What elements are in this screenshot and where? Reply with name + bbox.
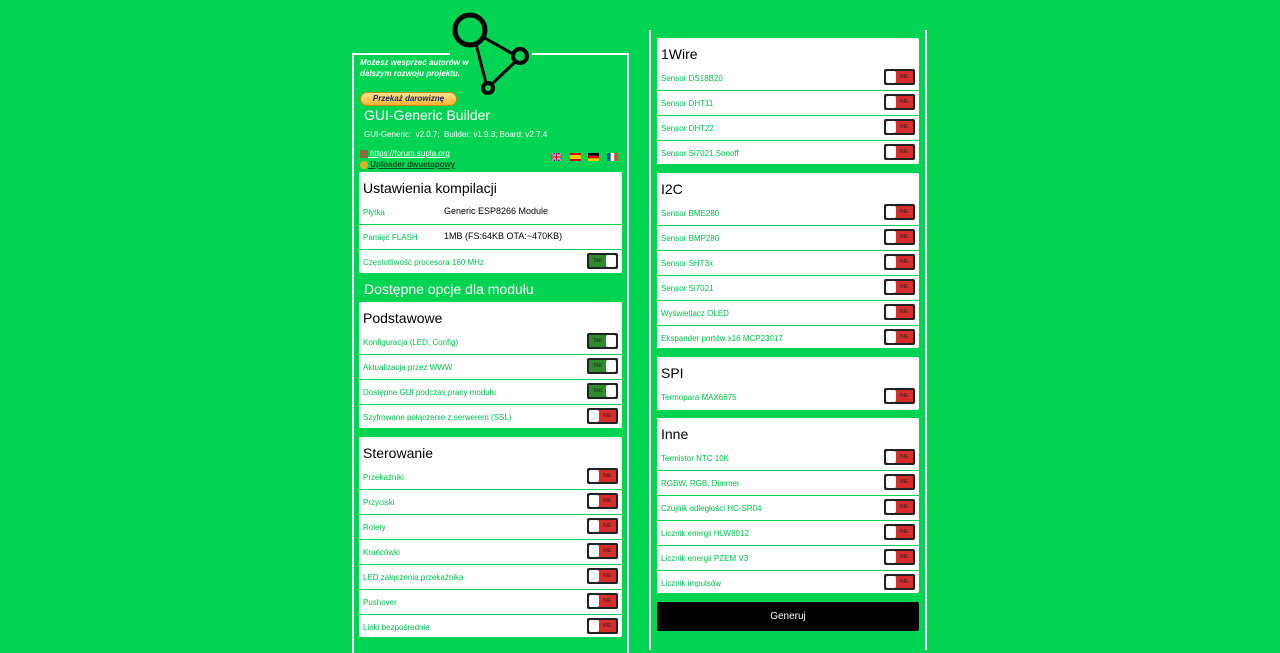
- option-label: Aktualizacja przez WWW: [363, 363, 453, 372]
- flash-row: [359, 224, 622, 249]
- option-label: Czujnik odległości HC-SR04: [661, 504, 762, 513]
- toggle-knob: [589, 570, 599, 582]
- option-label: Sensor SHT3x: [661, 259, 714, 268]
- option-label: Sensor Si7021 Sonoff: [661, 149, 739, 158]
- option-label: LED załączenia przekaźnika: [363, 573, 464, 582]
- option-row-linki-bezposrednie: [359, 614, 622, 639]
- toggle-knob: [589, 545, 599, 557]
- support-text-line1: Możesz wesprzeć autorów w: [360, 58, 469, 67]
- option-label: Rolety: [363, 523, 386, 532]
- inne-card: [657, 418, 919, 593]
- option-toggle-czujnik-odleglosci-hc-sr04[interactable]: [884, 499, 915, 515]
- toggle-knob: [886, 256, 896, 268]
- option-row-licznik-energii-hlw8012: [657, 520, 919, 545]
- option-row-sensor-ds18b20: [657, 66, 919, 90]
- toggle-knob: [886, 71, 896, 83]
- toggle-knob: [606, 360, 616, 372]
- option-row-krancowki: [359, 539, 622, 564]
- option-toggle-przekazniki[interactable]: [587, 468, 618, 484]
- option-row-ekspander-portow-x16-mcp23017: [657, 325, 919, 350]
- option-row-sensor-sht3x: [657, 250, 919, 275]
- toggle-text: NIE: [900, 124, 909, 130]
- support-text-line2: dalszym rozwoju projektu.: [360, 69, 461, 78]
- toggle-knob: [606, 255, 616, 267]
- option-row-sensor-bme280: [657, 201, 919, 225]
- i2c-card: [657, 173, 919, 348]
- option-label: Sensor DS18B20: [661, 74, 723, 83]
- inne-title: Inne: [661, 426, 689, 442]
- toggle-knob: [589, 620, 599, 632]
- option-row-przyciski: [359, 489, 622, 514]
- option-row-przekazniki: [359, 465, 622, 489]
- option-label: Konfiguracja (LED, Config): [363, 338, 459, 347]
- option-toggle-wyswietlacz-oled[interactable]: [884, 304, 915, 320]
- toggle-text: NIE: [900, 284, 909, 290]
- toggle-text: NIE: [900, 479, 909, 485]
- option-label: Wyświetlacz OLED: [661, 309, 729, 318]
- option-row-wyswietlacz-oled: [657, 300, 919, 325]
- es-flag-icon[interactable]: [570, 153, 581, 161]
- toggle-knob: [589, 595, 599, 607]
- option-row-dostepne-gui-podczas-pracy-modulu: [359, 379, 622, 404]
- podstawowe-card: [359, 302, 622, 428]
- toggle-knob: [886, 551, 896, 563]
- page-title: GUI-Generic Builder: [364, 107, 491, 123]
- toggle-text: TAK: [593, 363, 603, 369]
- option-toggle-przyciski[interactable]: [587, 493, 618, 509]
- toggle-text: NIE: [603, 498, 612, 504]
- option-label: Sensor DHT22: [661, 124, 714, 133]
- toggle-knob: [886, 331, 896, 343]
- fr-flag-icon[interactable]: [607, 153, 618, 161]
- toggle-knob: [886, 281, 896, 293]
- toggle-text: NIE: [900, 334, 909, 340]
- toggle-text: NIE: [900, 259, 909, 265]
- option-toggle-pushover[interactable]: [587, 593, 618, 609]
- forum-link[interactable]: https://forum.supla.org: [370, 149, 450, 158]
- option-toggle-krancowki[interactable]: [587, 543, 618, 559]
- option-row-licznik-energii-pzem-v3: [657, 545, 919, 570]
- option-toggle-aktualizacja-przez-www[interactable]: [587, 358, 618, 374]
- compile-settings-title: Ustawienia kompilacji: [363, 180, 497, 196]
- option-label: Sensor BME280: [661, 209, 720, 218]
- option-row-sensor-bmp280: [657, 225, 919, 250]
- toggle-knob: [886, 451, 896, 463]
- toggle-knob: [886, 96, 896, 108]
- option-label: Linki bezpośrednie: [363, 623, 430, 632]
- option-label: Termistor NTC 10K: [661, 454, 730, 463]
- option-label: Krańcówki: [363, 548, 400, 557]
- option-toggle-rgbw-rgb-dimmer[interactable]: [884, 474, 915, 490]
- option-label: Przyciski: [363, 498, 395, 507]
- option-toggle-sensor-sht3x[interactable]: [884, 254, 915, 270]
- option-label: Sensor BMP280: [661, 234, 720, 243]
- toggle-knob: [886, 206, 896, 218]
- uploader-link[interactable]: Uploader dwuetapowy: [370, 160, 456, 169]
- generate-button[interactable]: Generuj: [657, 602, 919, 631]
- cpu-freq-label: Częstotliwość procesora 160 MHz: [363, 258, 484, 267]
- toggle-knob: [589, 470, 599, 482]
- toggle-text: TAK: [593, 388, 603, 394]
- option-row-szyfrowane-polaczenie-z-serwerem-ssl: [359, 404, 622, 429]
- compile-settings-card: [359, 172, 622, 273]
- toggle-text: NIE: [900, 579, 909, 585]
- toggle-text: NIE: [900, 209, 909, 215]
- option-row-termopara-max6675: [657, 385, 919, 409]
- toggle-text: NIE: [603, 413, 612, 419]
- 1wire-card: [657, 38, 919, 164]
- toggle-knob: [589, 410, 599, 422]
- forum-link-row[interactable]: [360, 149, 450, 158]
- option-row-rgbw-rgb-dimmer: [657, 470, 919, 495]
- toggle-knob: [589, 520, 599, 532]
- toggle-knob: [886, 390, 896, 402]
- option-toggle-termistor-ntc-10k[interactable]: [884, 449, 915, 465]
- option-toggle-szyfrowane-polaczenie-z-serwerem-ssl[interactable]: [587, 408, 618, 424]
- option-label: RGBW, RGB, Dimmer: [661, 479, 740, 488]
- toggle-text: NIE: [900, 454, 909, 460]
- option-label: Licznik impulsów: [661, 579, 722, 588]
- option-toggle-rolety[interactable]: [587, 518, 618, 534]
- option-label: Szyfrowane połączenie z serwerem (SSL): [363, 413, 512, 422]
- board-label: Płytka: [363, 208, 385, 217]
- option-label: Ekspander portów x16 MCP23017: [661, 334, 783, 343]
- toggle-text: TAK: [593, 258, 603, 264]
- option-row-sensor-si7021-sonoff: [657, 140, 919, 165]
- sterowanie-card: [359, 437, 622, 637]
- option-toggle-licznik-impulsow[interactable]: [884, 574, 915, 590]
- toggle-knob: [886, 121, 896, 133]
- option-toggle-licznik-energii-hlw8012[interactable]: [884, 524, 915, 540]
- module-options-heading: Dostępne opcje dla modułu: [364, 281, 534, 297]
- supla-logo-icon: [450, 10, 532, 96]
- toggle-text: NIE: [900, 234, 909, 240]
- toggle-text: NIE: [603, 598, 612, 604]
- option-toggle-sensor-dht22[interactable]: [884, 119, 915, 135]
- toggle-text: NIE: [603, 473, 612, 479]
- option-toggle-licznik-energii-pzem-v3[interactable]: [884, 549, 915, 565]
- uploader-icon: [360, 161, 368, 169]
- option-toggle-sensor-ds18b20[interactable]: [884, 69, 915, 85]
- toggle-knob: [606, 385, 616, 397]
- option-label: Pushover: [363, 598, 397, 607]
- option-row-led-zalaczenia-przekaznika: [359, 564, 622, 589]
- option-label: Licznik energii HLW8012: [661, 529, 749, 538]
- option-toggle-termopara-max6675[interactable]: [884, 388, 915, 404]
- option-toggle-konfiguracja-led-config[interactable]: [587, 333, 618, 349]
- toggle-text: NIE: [900, 99, 909, 105]
- toggle-text: NIE: [603, 548, 612, 554]
- option-row-termistor-ntc-10k: [657, 446, 919, 470]
- board-select[interactable]: Generic ESP8266 Module: [444, 206, 549, 216]
- toggle-knob: [886, 306, 896, 318]
- support-text: [360, 57, 468, 79]
- spi-title: SPI: [661, 365, 684, 381]
- option-toggle-ekspander-portow-x16-mcp23017[interactable]: [884, 329, 915, 345]
- cpu-freq-toggle[interactable]: [587, 253, 618, 269]
- cpu-freq-row: [359, 249, 622, 274]
- option-toggle-linki-bezposrednie[interactable]: [587, 618, 618, 634]
- option-toggle-dostepne-gui-podczas-pracy-modulu[interactable]: [587, 383, 618, 399]
- toggle-text: NIE: [900, 504, 909, 510]
- toggle-text: NIE: [603, 523, 612, 529]
- toggle-knob: [886, 501, 896, 513]
- board-row: [359, 200, 622, 224]
- option-row-sensor-dht22: [657, 115, 919, 140]
- option-row-licznik-impulsow: [657, 570, 919, 595]
- option-row-czujnik-odleglosci-hc-sr04: [657, 495, 919, 520]
- toggle-text: NIE: [900, 74, 909, 80]
- uploader-link-row[interactable]: [360, 160, 455, 169]
- donate-button[interactable]: Przekaż darowiznę: [360, 92, 457, 106]
- option-toggle-sensor-dht11[interactable]: [884, 94, 915, 110]
- toggle-text: TAK: [593, 338, 603, 344]
- option-label: Licznik energii PZEM V3: [661, 554, 749, 563]
- option-label: Sensor DHT11: [661, 99, 714, 108]
- option-toggle-led-zalaczenia-przekaznika[interactable]: [587, 568, 618, 584]
- toggle-text: NIE: [603, 623, 612, 629]
- toggle-knob: [606, 335, 616, 347]
- toggle-knob: [886, 476, 896, 488]
- forum-icon: [360, 150, 368, 158]
- en-flag-icon[interactable]: [551, 153, 562, 161]
- toggle-knob: [886, 146, 896, 158]
- option-label: Przekaźniki: [363, 473, 404, 482]
- option-toggle-sensor-si7021[interactable]: [884, 279, 915, 295]
- option-toggle-sensor-si7021-sonoff[interactable]: [884, 144, 915, 160]
- toggle-knob: [886, 576, 896, 588]
- option-toggle-sensor-bmp280[interactable]: [884, 229, 915, 245]
- 1wire-title: 1Wire: [661, 46, 698, 62]
- toggle-knob: [886, 231, 896, 243]
- flash-select[interactable]: 1MB (FS:64KB OTA:~470KB): [444, 231, 563, 241]
- option-row-pushover: [359, 589, 622, 614]
- i2c-title: I2C: [661, 181, 683, 197]
- version-info: GUI-Generic: v2.0.7; Builder: v1.9.3; Board: v2.7.4: [364, 130, 548, 139]
- option-toggle-sensor-bme280[interactable]: [884, 204, 915, 220]
- toggle-text: NIE: [900, 529, 909, 535]
- option-row-sensor-si7021: [657, 275, 919, 300]
- option-row-konfiguracja-led-config: [359, 330, 622, 354]
- sterowanie-title: Sterowanie: [363, 445, 434, 461]
- option-label: Termopara MAX6675: [661, 393, 737, 402]
- toggle-text: NIE: [900, 309, 909, 315]
- option-row-sensor-dht11: [657, 90, 919, 115]
- flash-label: Pamięć FLASH: [363, 233, 418, 242]
- option-label: Sensor Si7021: [661, 284, 714, 293]
- option-row-aktualizacja-przez-www: [359, 354, 622, 379]
- toggle-text: NIE: [900, 149, 909, 155]
- option-row-rolety: [359, 514, 622, 539]
- toggle-text: NIE: [900, 393, 909, 399]
- option-label: Dostępne GUI podczas pracy modułu: [363, 388, 496, 397]
- de-flag-icon[interactable]: [588, 153, 599, 161]
- toggle-knob: [886, 526, 896, 538]
- spi-card: [657, 357, 919, 410]
- podstawowe-title: Podstawowe: [363, 310, 443, 326]
- toggle-knob: [589, 495, 599, 507]
- toggle-text: NIE: [603, 573, 612, 579]
- toggle-text: NIE: [900, 554, 909, 560]
